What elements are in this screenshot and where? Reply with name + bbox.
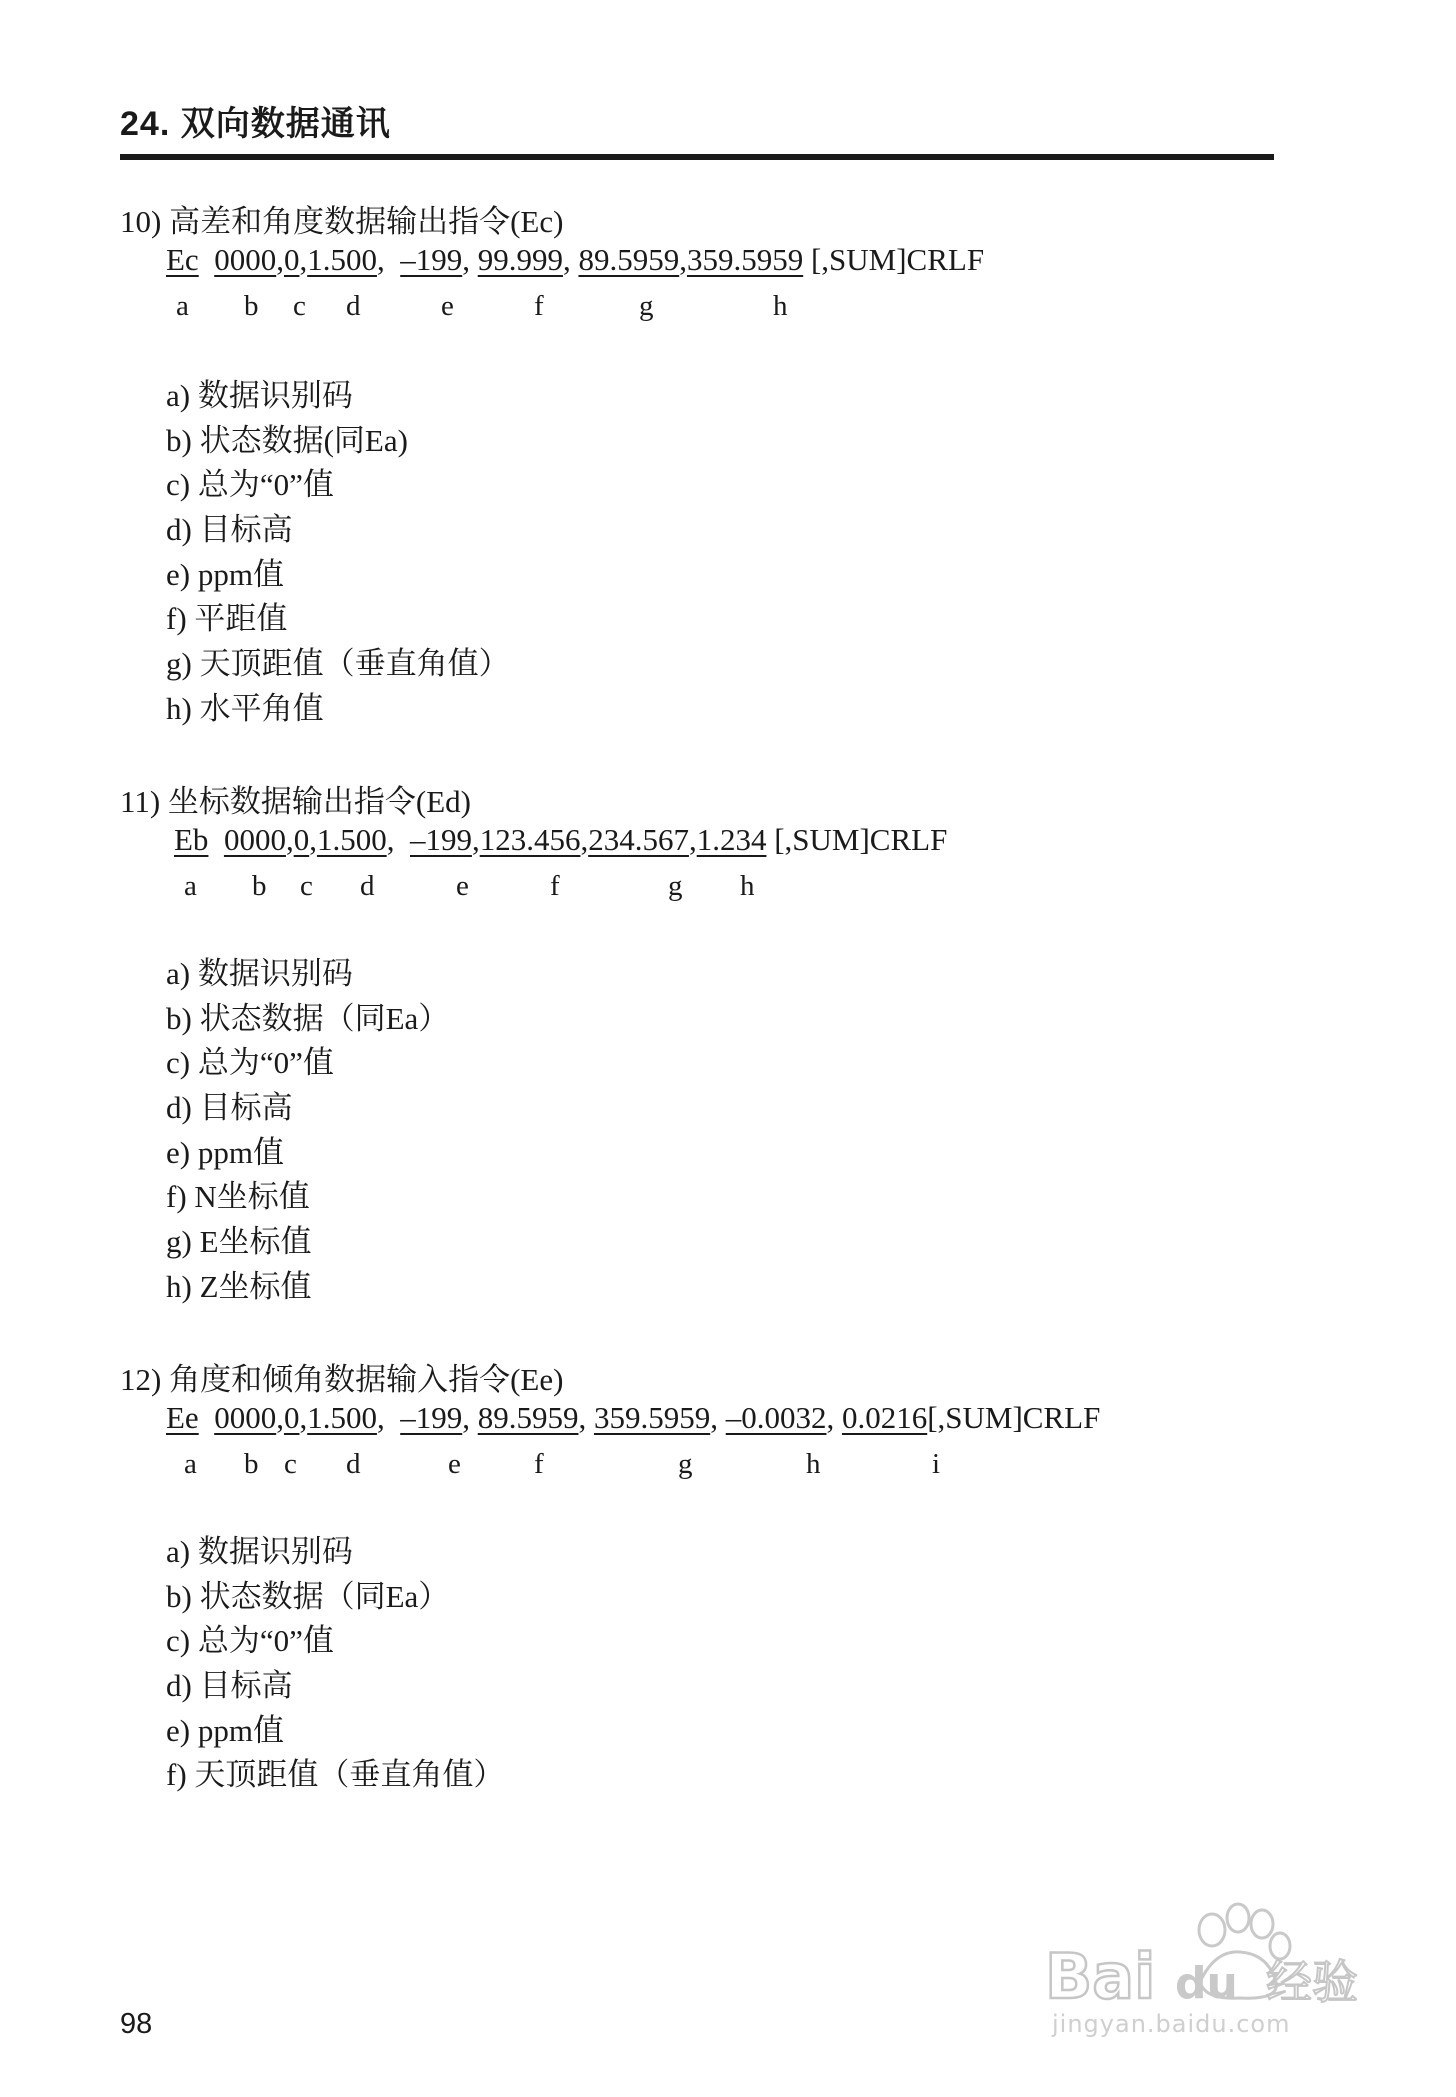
command-format-ed bbox=[174, 822, 947, 858]
list-item: e) ppm值 bbox=[166, 1134, 284, 1170]
command-format-ec bbox=[166, 242, 984, 278]
command-separator: , bbox=[578, 1400, 594, 1435]
command-field: 0 bbox=[283, 1400, 300, 1435]
list-item: e) ppm值 bbox=[166, 1712, 284, 1748]
command-field: 0 bbox=[283, 242, 300, 277]
list-item: b) 状态数据（同Ea） bbox=[166, 1000, 450, 1036]
command-field: 0000 bbox=[223, 822, 286, 857]
field-letter: a bbox=[184, 1448, 197, 1480]
list-item: f) 平距值 bbox=[166, 601, 288, 637]
command-field: 1.234 bbox=[696, 822, 767, 857]
command-separator: , bbox=[462, 1400, 478, 1435]
page-number: 98 bbox=[120, 2008, 153, 2040]
command-separator: , bbox=[471, 822, 480, 857]
list-item: h) 水平角值 bbox=[166, 690, 324, 726]
field-letter: g bbox=[668, 870, 683, 902]
field-letter: e bbox=[448, 1448, 461, 1480]
command-field: Ec bbox=[166, 242, 199, 277]
list-item: b) 状态数据（同Ea） bbox=[166, 1578, 450, 1614]
command-separator: , bbox=[376, 242, 401, 277]
command-separator: , bbox=[462, 242, 478, 277]
list-item: f) 天顶距值（垂直角值） bbox=[166, 1757, 505, 1793]
command-field: 0000 bbox=[214, 1400, 277, 1435]
section-title-12: 12) 角度和倾角数据输入指令(Ee) bbox=[120, 1362, 564, 1397]
command-separator: [,SUM]CRLF bbox=[927, 1400, 1101, 1435]
field-letter: f bbox=[550, 870, 560, 902]
field-descriptions-ec bbox=[166, 374, 510, 732]
field-letter: e bbox=[456, 870, 469, 902]
command-field: –199 bbox=[409, 822, 472, 857]
svg-text:du: du bbox=[1175, 1958, 1238, 2009]
command-separator: , bbox=[688, 822, 697, 857]
command-separator: , bbox=[309, 822, 317, 857]
command-separator bbox=[199, 242, 215, 277]
svg-text:经验: 经验 bbox=[1266, 1955, 1358, 2009]
command-separator: , bbox=[562, 242, 579, 277]
header-rule bbox=[120, 154, 1274, 160]
field-letter: a bbox=[176, 290, 189, 322]
field-letter: i bbox=[932, 1448, 941, 1480]
field-letter: g bbox=[639, 290, 654, 322]
list-item: d) 目标高 bbox=[166, 1668, 293, 1704]
field-letter: b bbox=[244, 1448, 259, 1480]
command-separator: , bbox=[386, 822, 410, 857]
command-field: 359.5959 bbox=[593, 1400, 711, 1435]
command-separator: , bbox=[299, 1400, 308, 1435]
list-item: a) 数据识别码 bbox=[166, 378, 353, 413]
command-separator: , bbox=[276, 1400, 284, 1435]
field-letter: c bbox=[293, 290, 306, 322]
command-field: –199 bbox=[400, 242, 463, 277]
field-letter: b bbox=[252, 870, 267, 902]
list-item: d) 目标高 bbox=[166, 512, 293, 548]
command-field: 89.5959 bbox=[477, 1400, 579, 1435]
command-field: 359.5959 bbox=[686, 242, 804, 277]
command-separator: , bbox=[580, 822, 589, 857]
command-format-ee bbox=[166, 1400, 1100, 1436]
field-descriptions-ed bbox=[166, 952, 449, 1310]
command-separator: , bbox=[276, 242, 284, 277]
field-letter: h bbox=[740, 870, 755, 902]
field-letter: b bbox=[244, 290, 259, 322]
list-item: a) 数据识别码 bbox=[166, 956, 353, 991]
field-letter: h bbox=[773, 290, 788, 322]
command-separator: , bbox=[826, 1400, 842, 1435]
command-separator: , bbox=[376, 1400, 401, 1435]
command-separator: [,SUM]CRLF bbox=[803, 242, 985, 277]
command-field: 0.0216 bbox=[841, 1400, 928, 1435]
field-letter: c bbox=[284, 1448, 297, 1480]
list-item: f) N坐标值 bbox=[166, 1179, 310, 1215]
list-item: b) 状态数据(同Ea) bbox=[166, 422, 408, 458]
list-item: h) Z坐标值 bbox=[166, 1268, 312, 1304]
command-field: 99.999 bbox=[477, 242, 563, 277]
field-letter: d bbox=[346, 1448, 361, 1480]
list-item: c) 总为“0”值 bbox=[166, 1623, 334, 1659]
command-field: 89.5959 bbox=[578, 242, 680, 277]
field-letter: d bbox=[346, 290, 361, 322]
command-separator: , bbox=[299, 242, 308, 277]
list-item: e) ppm值 bbox=[166, 556, 284, 592]
command-field: Eb bbox=[174, 822, 209, 857]
command-separator bbox=[208, 822, 224, 857]
svg-text:jingyan.baidu.com: jingyan.baidu.com bbox=[1052, 2010, 1291, 2038]
command-field: Ee bbox=[166, 1400, 199, 1435]
command-field: 1.500 bbox=[307, 1400, 377, 1435]
list-item: c) 总为“0”值 bbox=[166, 1045, 334, 1081]
command-field: 1.500 bbox=[316, 822, 387, 857]
field-letter: a bbox=[184, 870, 197, 902]
command-field: 0 bbox=[293, 822, 310, 857]
command-separator: , bbox=[710, 1400, 726, 1435]
field-letter: f bbox=[534, 290, 544, 322]
command-separator: , bbox=[679, 242, 687, 277]
command-separator: [,SUM]CRLF bbox=[766, 822, 948, 857]
field-letter: h bbox=[806, 1448, 821, 1480]
list-item: c) 总为“0”值 bbox=[166, 467, 334, 503]
command-field: 123.456 bbox=[479, 822, 581, 857]
command-field: –0.0032 bbox=[725, 1400, 827, 1435]
command-separator: , bbox=[285, 822, 294, 857]
list-item: g) E坐标值 bbox=[166, 1224, 312, 1260]
command-field: –199 bbox=[400, 1400, 463, 1435]
svg-text:Bai: Bai bbox=[1045, 1940, 1156, 2013]
section-title-11: 11) 坐标数据输出指令(Ed) bbox=[120, 784, 472, 819]
command-field: 1.500 bbox=[307, 242, 377, 277]
field-letter: f bbox=[534, 1448, 544, 1480]
field-letter: c bbox=[300, 870, 313, 902]
field-letter: g bbox=[678, 1448, 693, 1480]
field-letter: e bbox=[441, 290, 454, 322]
command-separator bbox=[199, 1400, 215, 1435]
baidu-jingyan-watermark bbox=[1040, 1890, 1390, 2040]
chapter-title: 24. 双向数据通讯 bbox=[120, 105, 391, 143]
command-field: 234.567 bbox=[588, 822, 689, 857]
section-title-10: 10) 高差和角度数据输出指令(Ec) bbox=[120, 204, 564, 239]
field-descriptions-ee bbox=[166, 1530, 504, 1798]
list-item: a) 数据识别码 bbox=[166, 1534, 353, 1569]
list-item: d) 目标高 bbox=[166, 1090, 293, 1126]
command-field: 0000 bbox=[214, 242, 277, 277]
list-item: g) 天顶距值（垂直角值） bbox=[166, 646, 510, 682]
field-letter: d bbox=[360, 870, 375, 902]
